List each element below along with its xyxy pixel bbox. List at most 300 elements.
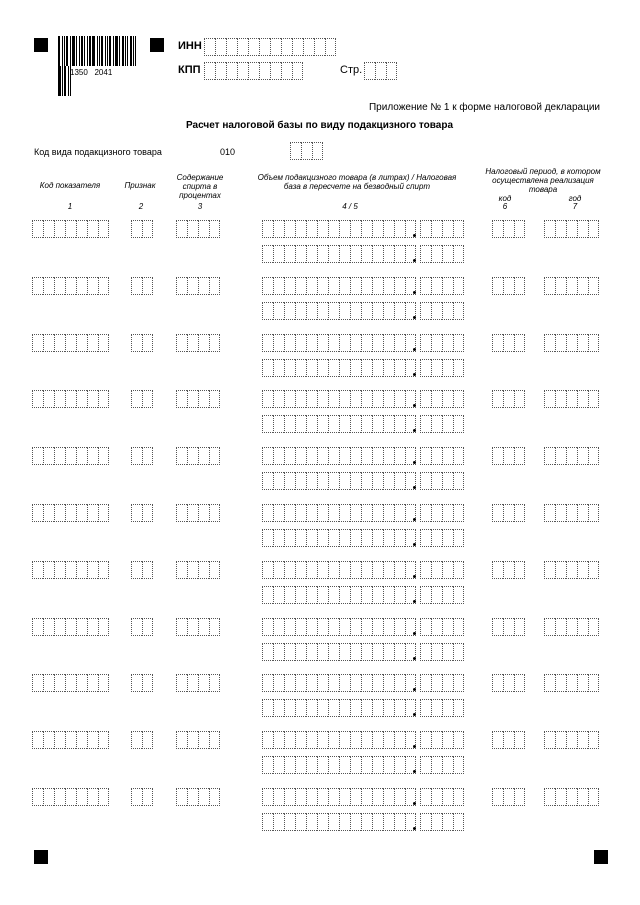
input-cell[interactable]	[394, 415, 405, 433]
input-cell[interactable]	[187, 731, 198, 749]
input-cell[interactable]	[317, 447, 328, 465]
input-cell[interactable]	[544, 504, 555, 522]
input-cell[interactable]	[54, 334, 65, 352]
input-cell[interactable]	[566, 504, 577, 522]
input-cell[interactable]	[383, 529, 394, 547]
period-year-field[interactable]	[544, 504, 599, 522]
input-cell[interactable]	[503, 220, 514, 238]
input-cell[interactable]	[361, 618, 372, 636]
input-cell[interactable]	[394, 302, 405, 320]
input-cell[interactable]	[328, 731, 339, 749]
input-cell[interactable]	[328, 586, 339, 604]
volume-decimal-field[interactable]	[420, 220, 464, 238]
input-cell[interactable]	[87, 504, 98, 522]
input-cell[interactable]	[176, 731, 187, 749]
input-cell[interactable]	[420, 504, 431, 522]
input-cell[interactable]	[187, 390, 198, 408]
input-cell[interactable]	[328, 756, 339, 774]
input-cell[interactable]	[544, 618, 555, 636]
taxbase-decimal-field[interactable]	[420, 699, 464, 717]
input-cell[interactable]	[544, 788, 555, 806]
input-cell[interactable]	[198, 618, 209, 636]
input-cell[interactable]	[431, 618, 442, 636]
input-cell[interactable]	[339, 359, 350, 377]
input-cell[interactable]	[372, 277, 383, 295]
input-cell[interactable]	[284, 415, 295, 433]
input-cell[interactable]	[453, 586, 464, 604]
input-cell[interactable]	[54, 674, 65, 692]
period-code-field[interactable]	[492, 220, 525, 238]
input-cell[interactable]	[394, 813, 405, 831]
input-cell[interactable]	[142, 277, 153, 295]
input-cell[interactable]	[317, 618, 328, 636]
volume-decimal-field[interactable]	[420, 390, 464, 408]
input-cell[interactable]	[284, 674, 295, 692]
input-cell[interactable]	[394, 447, 405, 465]
input-cell[interactable]	[176, 334, 187, 352]
input-cell[interactable]	[317, 788, 328, 806]
input-cell[interactable]	[442, 561, 453, 579]
input-cell[interactable]	[339, 731, 350, 749]
input-cell[interactable]	[325, 38, 336, 56]
attribute-field[interactable]	[131, 788, 153, 806]
input-cell[interactable]	[431, 643, 442, 661]
input-cell[interactable]	[420, 618, 431, 636]
period-year-field[interactable]	[544, 220, 599, 238]
input-cell[interactable]	[273, 529, 284, 547]
input-cell[interactable]	[361, 447, 372, 465]
input-cell[interactable]	[292, 38, 303, 56]
input-cell[interactable]	[98, 220, 109, 238]
input-cell[interactable]	[383, 390, 394, 408]
input-cell[interactable]	[431, 586, 442, 604]
input-cell[interactable]	[317, 245, 328, 263]
input-cell[interactable]	[555, 277, 566, 295]
input-cell[interactable]	[295, 788, 306, 806]
input-cell[interactable]	[317, 756, 328, 774]
input-cell[interactable]	[431, 699, 442, 717]
input-cell[interactable]	[295, 586, 306, 604]
input-cell[interactable]	[383, 220, 394, 238]
volume-field[interactable]	[262, 618, 416, 636]
input-cell[interactable]	[372, 334, 383, 352]
taxbase-decimal-field[interactable]	[420, 529, 464, 547]
input-cell[interactable]	[306, 334, 317, 352]
input-cell[interactable]	[176, 788, 187, 806]
input-cell[interactable]	[383, 586, 394, 604]
input-cell[interactable]	[503, 618, 514, 636]
input-cell[interactable]	[209, 277, 220, 295]
input-cell[interactable]	[588, 504, 599, 522]
input-cell[interactable]	[198, 447, 209, 465]
input-cell[interactable]	[503, 788, 514, 806]
input-cell[interactable]	[306, 472, 317, 490]
input-cell[interactable]	[328, 472, 339, 490]
input-cell[interactable]	[187, 618, 198, 636]
input-cell[interactable]	[350, 334, 361, 352]
input-cell[interactable]	[131, 674, 142, 692]
taxbase-decimal-field[interactable]	[420, 586, 464, 604]
input-cell[interactable]	[281, 38, 292, 56]
input-cell[interactable]	[187, 561, 198, 579]
input-cell[interactable]	[492, 674, 503, 692]
input-cell[interactable]	[442, 245, 453, 263]
input-cell[interactable]	[262, 359, 273, 377]
input-cell[interactable]	[273, 472, 284, 490]
input-cell[interactable]	[588, 334, 599, 352]
input-cell[interactable]	[544, 220, 555, 238]
period-year-field[interactable]	[544, 731, 599, 749]
input-cell[interactable]	[284, 302, 295, 320]
input-cell[interactable]	[361, 245, 372, 263]
input-cell[interactable]	[361, 529, 372, 547]
input-cell[interactable]	[131, 220, 142, 238]
input-cell[interactable]	[32, 277, 43, 295]
input-cell[interactable]	[176, 674, 187, 692]
input-cell[interactable]	[361, 390, 372, 408]
input-cell[interactable]	[420, 447, 431, 465]
taxbase-field[interactable]	[262, 302, 416, 320]
input-cell[interactable]	[442, 447, 453, 465]
input-cell[interactable]	[544, 674, 555, 692]
input-cell[interactable]	[209, 447, 220, 465]
input-cell[interactable]	[198, 220, 209, 238]
input-cell[interactable]	[492, 504, 503, 522]
input-cell[interactable]	[295, 245, 306, 263]
input-cell[interactable]	[87, 561, 98, 579]
input-cell[interactable]	[87, 277, 98, 295]
input-cell[interactable]	[262, 504, 273, 522]
input-cell[interactable]	[577, 618, 588, 636]
volume-decimal-field[interactable]	[420, 504, 464, 522]
input-cell[interactable]	[394, 699, 405, 717]
input-cell[interactable]	[339, 390, 350, 408]
input-cell[interactable]	[350, 699, 361, 717]
input-cell[interactable]	[32, 220, 43, 238]
input-cell[interactable]	[350, 643, 361, 661]
input-cell[interactable]	[372, 643, 383, 661]
input-cell[interactable]	[383, 415, 394, 433]
volume-decimal-field[interactable]	[420, 334, 464, 352]
input-cell[interactable]	[306, 618, 317, 636]
input-cell[interactable]	[394, 756, 405, 774]
input-cell[interactable]	[306, 788, 317, 806]
input-cell[interactable]	[339, 277, 350, 295]
input-cell[interactable]	[76, 674, 87, 692]
input-cell[interactable]	[503, 731, 514, 749]
input-cell[interactable]	[372, 561, 383, 579]
input-cell[interactable]	[131, 788, 142, 806]
input-cell[interactable]	[339, 618, 350, 636]
input-cell[interactable]	[361, 699, 372, 717]
input-cell[interactable]	[339, 674, 350, 692]
product-code-field[interactable]	[290, 142, 323, 160]
input-cell[interactable]	[284, 643, 295, 661]
input-cell[interactable]	[431, 472, 442, 490]
input-cell[interactable]	[364, 62, 375, 80]
input-cell[interactable]	[394, 220, 405, 238]
input-cell[interactable]	[431, 334, 442, 352]
input-cell[interactable]	[577, 504, 588, 522]
input-cell[interactable]	[372, 699, 383, 717]
input-cell[interactable]	[453, 334, 464, 352]
input-cell[interactable]	[361, 643, 372, 661]
input-cell[interactable]	[262, 302, 273, 320]
taxbase-field[interactable]	[262, 643, 416, 661]
input-cell[interactable]	[372, 674, 383, 692]
input-cell[interactable]	[262, 447, 273, 465]
input-cell[interactable]	[361, 472, 372, 490]
input-cell[interactable]	[394, 788, 405, 806]
input-cell[interactable]	[420, 586, 431, 604]
input-cell[interactable]	[176, 618, 187, 636]
input-cell[interactable]	[442, 359, 453, 377]
input-cell[interactable]	[383, 813, 394, 831]
input-cell[interactable]	[176, 561, 187, 579]
input-cell[interactable]	[588, 731, 599, 749]
period-year-field[interactable]	[544, 277, 599, 295]
input-cell[interactable]	[383, 447, 394, 465]
input-cell[interactable]	[350, 504, 361, 522]
input-cell[interactable]	[453, 447, 464, 465]
input-cell[interactable]	[176, 277, 187, 295]
input-cell[interactable]	[284, 447, 295, 465]
input-cell[interactable]	[32, 731, 43, 749]
input-cell[interactable]	[65, 220, 76, 238]
volume-decimal-field[interactable]	[420, 277, 464, 295]
input-cell[interactable]	[566, 447, 577, 465]
input-cell[interactable]	[76, 788, 87, 806]
input-cell[interactable]	[198, 390, 209, 408]
input-cell[interactable]	[65, 504, 76, 522]
input-cell[interactable]	[209, 390, 220, 408]
input-cell[interactable]	[317, 813, 328, 831]
input-cell[interactable]	[442, 699, 453, 717]
input-cell[interactable]	[350, 359, 361, 377]
indicator-code-field[interactable]	[32, 220, 109, 238]
attribute-field[interactable]	[131, 447, 153, 465]
input-cell[interactable]	[566, 561, 577, 579]
input-cell[interactable]	[420, 415, 431, 433]
input-cell[interactable]	[383, 699, 394, 717]
input-cell[interactable]	[339, 302, 350, 320]
input-cell[interactable]	[442, 529, 453, 547]
input-cell[interactable]	[295, 643, 306, 661]
input-cell[interactable]	[453, 561, 464, 579]
input-cell[interactable]	[284, 699, 295, 717]
input-cell[interactable]	[431, 245, 442, 263]
input-cell[interactable]	[187, 447, 198, 465]
attribute-field[interactable]	[131, 674, 153, 692]
input-cell[interactable]	[270, 38, 281, 56]
input-cell[interactable]	[339, 699, 350, 717]
page-number-field[interactable]	[364, 62, 397, 80]
input-cell[interactable]	[317, 699, 328, 717]
input-cell[interactable]	[555, 447, 566, 465]
indicator-code-field[interactable]	[32, 504, 109, 522]
input-cell[interactable]	[87, 618, 98, 636]
input-cell[interactable]	[317, 472, 328, 490]
period-code-field[interactable]	[492, 674, 525, 692]
input-cell[interactable]	[350, 245, 361, 263]
input-cell[interactable]	[317, 302, 328, 320]
input-cell[interactable]	[350, 277, 361, 295]
taxbase-decimal-field[interactable]	[420, 302, 464, 320]
input-cell[interactable]	[372, 302, 383, 320]
input-cell[interactable]	[273, 618, 284, 636]
input-cell[interactable]	[544, 390, 555, 408]
volume-field[interactable]	[262, 504, 416, 522]
input-cell[interactable]	[383, 643, 394, 661]
attribute-field[interactable]	[131, 334, 153, 352]
input-cell[interactable]	[273, 220, 284, 238]
input-cell[interactable]	[262, 561, 273, 579]
input-cell[interactable]	[226, 38, 237, 56]
indicator-code-field[interactable]	[32, 618, 109, 636]
input-cell[interactable]	[54, 504, 65, 522]
input-cell[interactable]	[503, 561, 514, 579]
input-cell[interactable]	[198, 334, 209, 352]
input-cell[interactable]	[65, 447, 76, 465]
input-cell[interactable]	[383, 674, 394, 692]
alcohol-content-field[interactable]	[176, 220, 220, 238]
input-cell[interactable]	[394, 277, 405, 295]
input-cell[interactable]	[514, 447, 525, 465]
input-cell[interactable]	[350, 447, 361, 465]
input-cell[interactable]	[420, 390, 431, 408]
input-cell[interactable]	[420, 302, 431, 320]
volume-field[interactable]	[262, 334, 416, 352]
input-cell[interactable]	[394, 643, 405, 661]
input-cell[interactable]	[306, 447, 317, 465]
input-cell[interactable]	[273, 334, 284, 352]
input-cell[interactable]	[431, 674, 442, 692]
input-cell[interactable]	[328, 788, 339, 806]
input-cell[interactable]	[394, 674, 405, 692]
input-cell[interactable]	[577, 390, 588, 408]
input-cell[interactable]	[306, 504, 317, 522]
input-cell[interactable]	[142, 618, 153, 636]
input-cell[interactable]	[555, 618, 566, 636]
volume-field[interactable]	[262, 788, 416, 806]
alcohol-content-field[interactable]	[176, 504, 220, 522]
input-cell[interactable]	[350, 220, 361, 238]
input-cell[interactable]	[76, 447, 87, 465]
input-cell[interactable]	[431, 390, 442, 408]
input-cell[interactable]	[142, 504, 153, 522]
taxbase-field[interactable]	[262, 529, 416, 547]
input-cell[interactable]	[273, 390, 284, 408]
input-cell[interactable]	[503, 277, 514, 295]
input-cell[interactable]	[284, 788, 295, 806]
input-cell[interactable]	[262, 390, 273, 408]
input-cell[interactable]	[394, 618, 405, 636]
input-cell[interactable]	[339, 813, 350, 831]
input-cell[interactable]	[394, 245, 405, 263]
input-cell[interactable]	[372, 447, 383, 465]
attribute-field[interactable]	[131, 618, 153, 636]
input-cell[interactable]	[372, 618, 383, 636]
input-cell[interactable]	[176, 390, 187, 408]
input-cell[interactable]	[198, 504, 209, 522]
input-cell[interactable]	[317, 529, 328, 547]
input-cell[interactable]	[131, 334, 142, 352]
input-cell[interactable]	[372, 788, 383, 806]
input-cell[interactable]	[442, 788, 453, 806]
input-cell[interactable]	[204, 62, 215, 80]
input-cell[interactable]	[577, 561, 588, 579]
input-cell[interactable]	[65, 618, 76, 636]
input-cell[interactable]	[420, 277, 431, 295]
input-cell[interactable]	[98, 788, 109, 806]
input-cell[interactable]	[453, 302, 464, 320]
input-cell[interactable]	[262, 245, 273, 263]
input-cell[interactable]	[142, 788, 153, 806]
input-cell[interactable]	[142, 561, 153, 579]
input-cell[interactable]	[209, 731, 220, 749]
input-cell[interactable]	[32, 390, 43, 408]
input-cell[interactable]	[273, 561, 284, 579]
input-cell[interactable]	[394, 472, 405, 490]
input-cell[interactable]	[372, 472, 383, 490]
input-cell[interactable]	[420, 643, 431, 661]
input-cell[interactable]	[339, 643, 350, 661]
input-cell[interactable]	[328, 277, 339, 295]
taxbase-field[interactable]	[262, 472, 416, 490]
input-cell[interactable]	[492, 561, 503, 579]
input-cell[interactable]	[577, 220, 588, 238]
input-cell[interactable]	[131, 618, 142, 636]
input-cell[interactable]	[431, 359, 442, 377]
input-cell[interactable]	[248, 38, 259, 56]
taxbase-decimal-field[interactable]	[420, 245, 464, 263]
input-cell[interactable]	[295, 699, 306, 717]
input-cell[interactable]	[32, 447, 43, 465]
input-cell[interactable]	[65, 674, 76, 692]
input-cell[interactable]	[420, 245, 431, 263]
input-cell[interactable]	[295, 529, 306, 547]
input-cell[interactable]	[383, 277, 394, 295]
input-cell[interactable]	[442, 302, 453, 320]
input-cell[interactable]	[544, 731, 555, 749]
input-cell[interactable]	[328, 504, 339, 522]
input-cell[interactable]	[328, 529, 339, 547]
kpp-field[interactable]	[204, 62, 303, 80]
input-cell[interactable]	[328, 561, 339, 579]
taxbase-decimal-field[interactable]	[420, 472, 464, 490]
input-cell[interactable]	[328, 220, 339, 238]
input-cell[interactable]	[131, 277, 142, 295]
period-year-field[interactable]	[544, 674, 599, 692]
input-cell[interactable]	[328, 245, 339, 263]
input-cell[interactable]	[453, 731, 464, 749]
input-cell[interactable]	[76, 390, 87, 408]
input-cell[interactable]	[262, 618, 273, 636]
input-cell[interactable]	[492, 334, 503, 352]
input-cell[interactable]	[339, 504, 350, 522]
input-cell[interactable]	[453, 415, 464, 433]
input-cell[interactable]	[339, 447, 350, 465]
indicator-code-field[interactable]	[32, 788, 109, 806]
volume-field[interactable]	[262, 277, 416, 295]
input-cell[interactable]	[350, 529, 361, 547]
period-year-field[interactable]	[544, 561, 599, 579]
taxbase-field[interactable]	[262, 245, 416, 263]
input-cell[interactable]	[453, 813, 464, 831]
input-cell[interactable]	[453, 390, 464, 408]
input-cell[interactable]	[215, 38, 226, 56]
indicator-code-field[interactable]	[32, 674, 109, 692]
